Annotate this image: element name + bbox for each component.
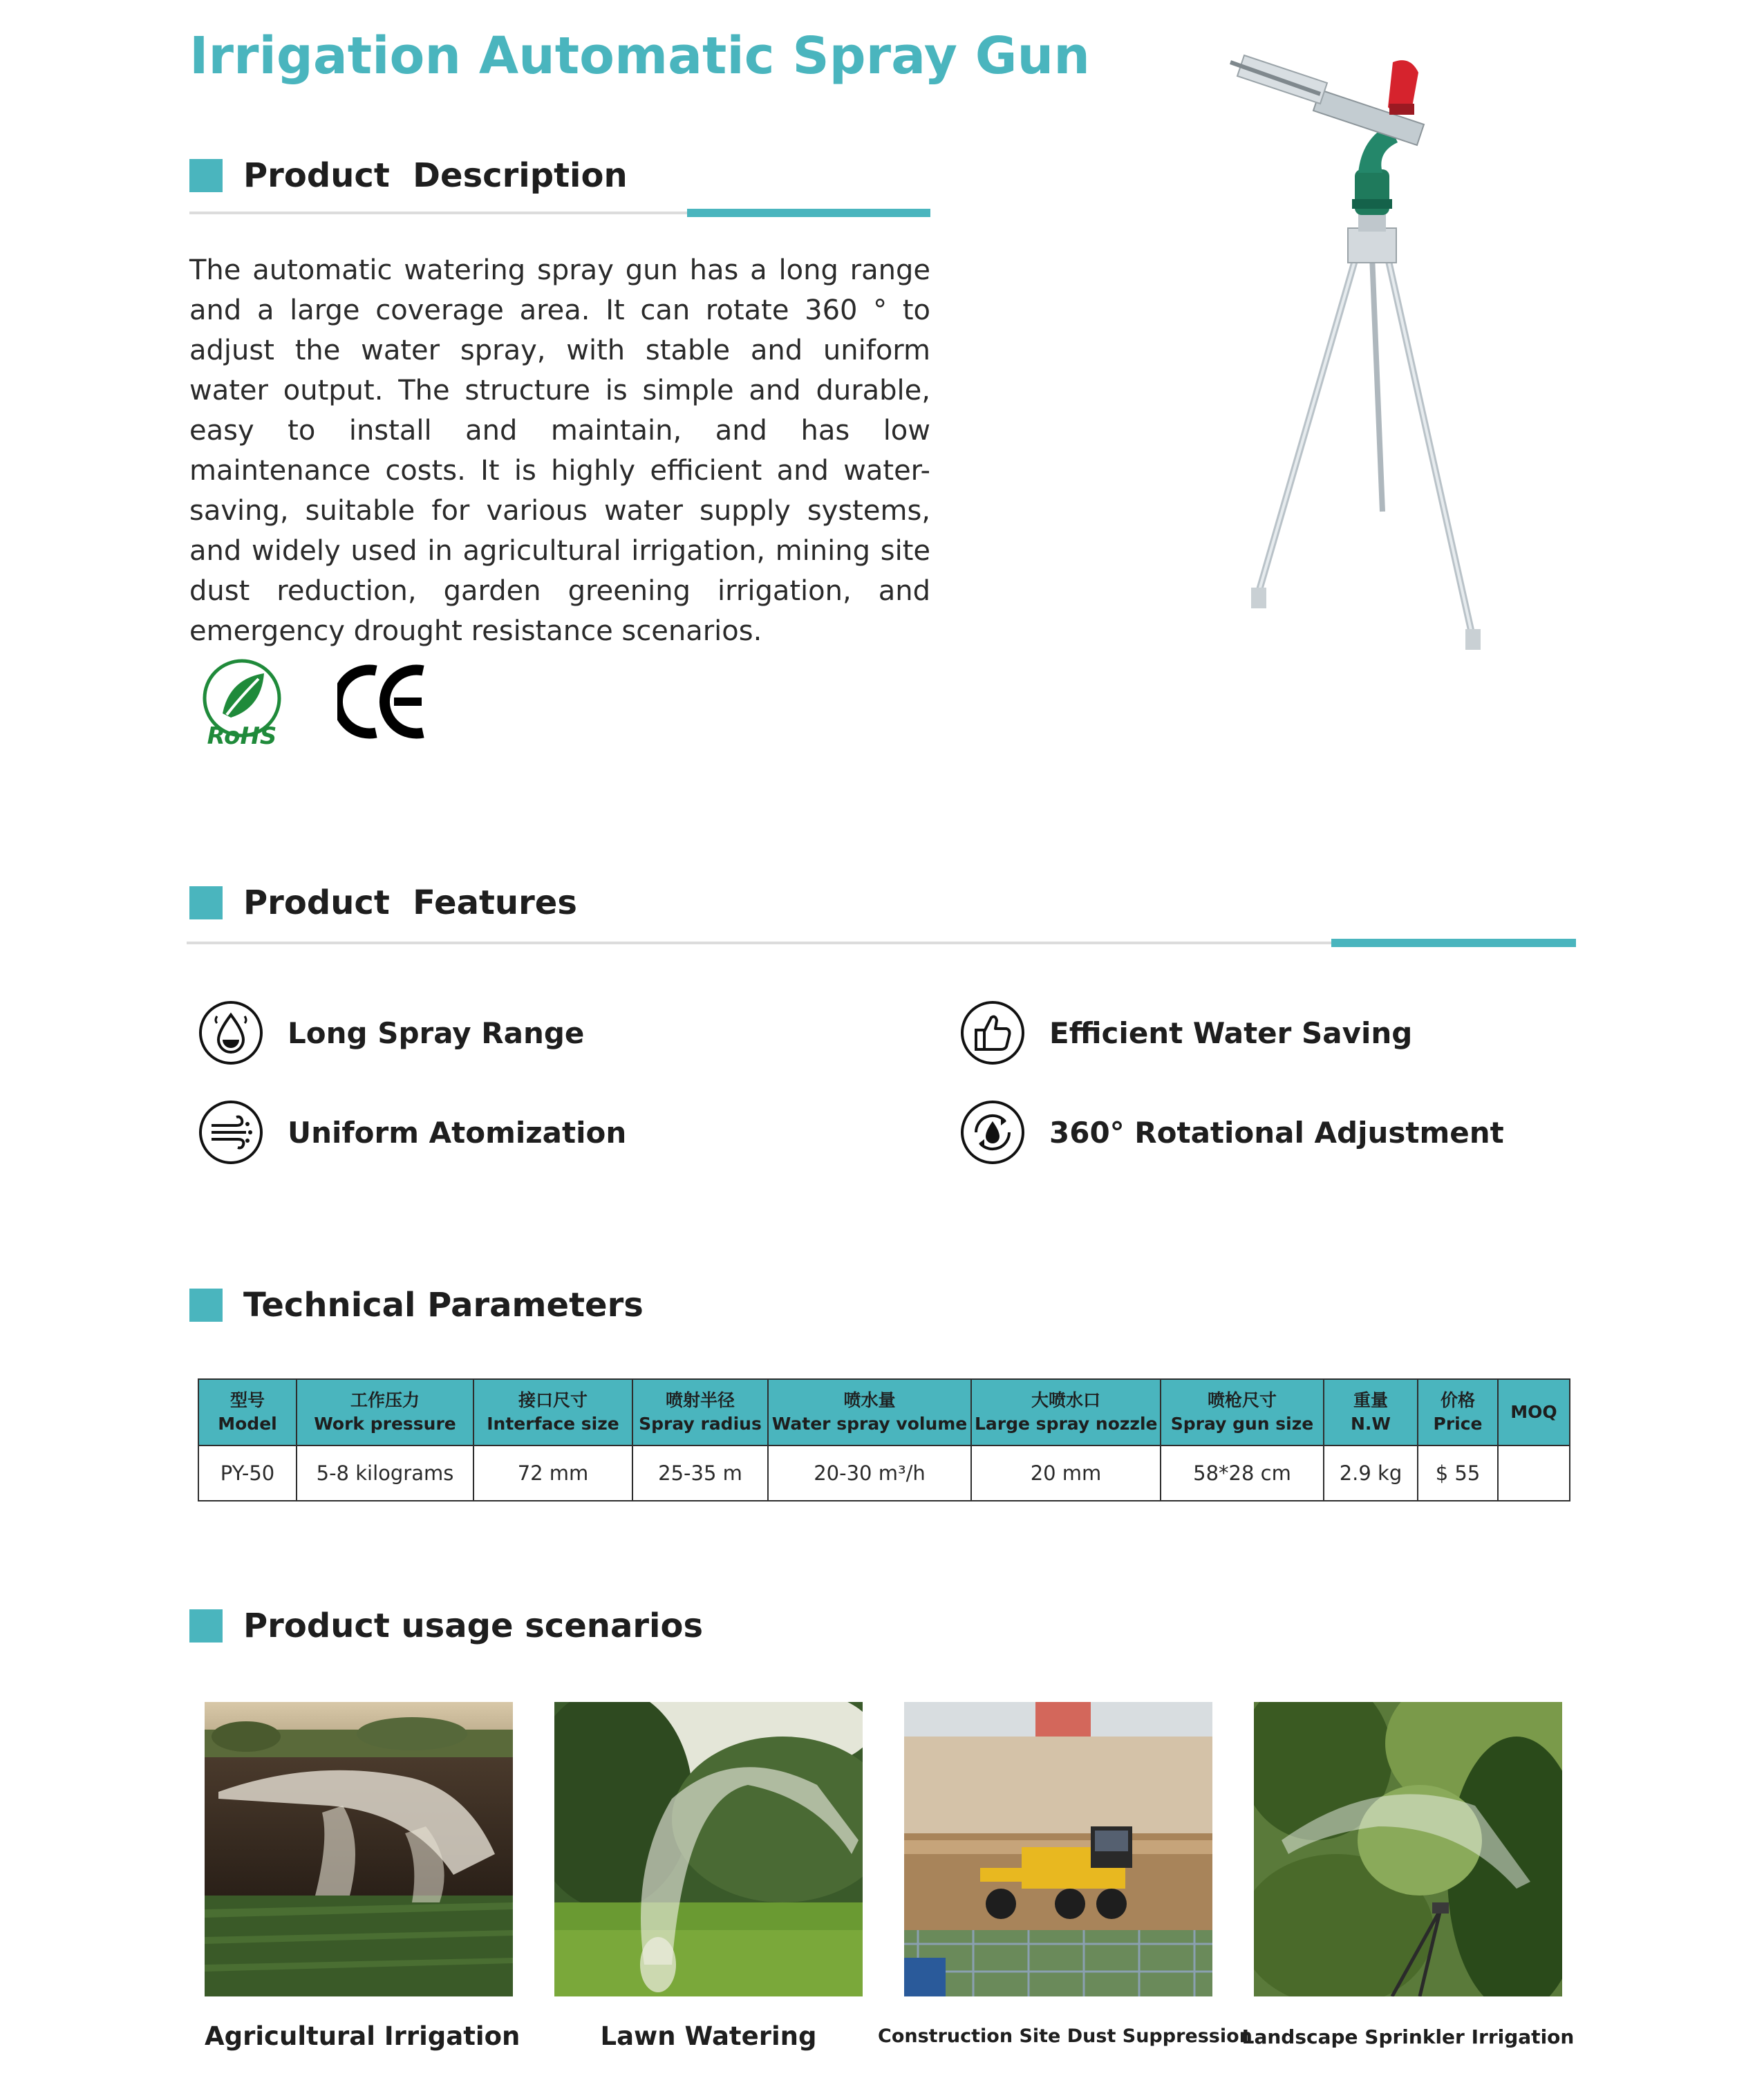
- table-cell: 25-35 m: [632, 1445, 768, 1501]
- table-cell: PY-50: [198, 1445, 297, 1501]
- scenario-caption: Landscape Sprinkler Irrigation: [1241, 2025, 1575, 2048]
- column-header-en: Price: [1433, 1414, 1483, 1434]
- scenario-caption: Agricultural Irrigation: [205, 2021, 520, 2051]
- table-cell: [1498, 1445, 1570, 1501]
- wind-mist-icon: [198, 1099, 264, 1166]
- section-title-scenarios: Product usage scenarios: [243, 1607, 704, 1645]
- page-title: Irrigation Automatic Spray Gun: [189, 26, 1090, 86]
- section-header-description: [189, 156, 628, 195]
- table-cell: 5-8 kilograms: [297, 1445, 473, 1501]
- table-cell: 72 mm: [473, 1445, 632, 1501]
- column-header: [632, 1379, 768, 1445]
- scenario-image-landscape: [1254, 1702, 1562, 1996]
- column-header-zh: 喷射半径: [665, 1390, 735, 1410]
- table-cell: 58*28 cm: [1161, 1445, 1324, 1501]
- table-cell: $ 55: [1418, 1445, 1498, 1501]
- table-cell: 2.9 kg: [1324, 1445, 1418, 1501]
- column-header-zh: 喷枪尺寸: [1207, 1390, 1277, 1410]
- column-header: [1324, 1379, 1418, 1445]
- section-marker: [189, 1289, 223, 1322]
- table-cell: 20 mm: [971, 1445, 1161, 1501]
- column-header-zh: 接口尺寸: [518, 1390, 588, 1410]
- column-header-zh: 重量: [1353, 1390, 1388, 1410]
- column-header-zh: 喷水量: [843, 1390, 896, 1410]
- table-header-row: [198, 1379, 1570, 1445]
- rotation-drop-icon: [959, 1099, 1026, 1166]
- section-marker: [189, 1609, 223, 1643]
- scenario-image-construction: [904, 1702, 1212, 1996]
- column-header-en: N.W: [1351, 1414, 1391, 1434]
- column-header: [473, 1379, 632, 1445]
- column-header-zh: 价格: [1440, 1390, 1475, 1410]
- column-header-en: Model: [218, 1414, 277, 1434]
- table-cell: 20-30 m³/h: [768, 1445, 971, 1501]
- section-title-parameters: Technical Parameters: [243, 1286, 644, 1325]
- column-header-zh: 大喷水口: [1031, 1390, 1100, 1410]
- column-header-en: Spray radius: [639, 1414, 762, 1434]
- section-header-parameters: [189, 1286, 644, 1325]
- feature-label: 360° Rotational Adjustment: [1049, 1115, 1504, 1150]
- column-header: [198, 1379, 297, 1445]
- scenario-caption: Construction Site Dust Suppression: [878, 2025, 1252, 2047]
- water-drop-icon: [198, 1000, 264, 1066]
- column-header: [1161, 1379, 1324, 1445]
- feature-label: Long Spray Range: [288, 1016, 585, 1050]
- column-header-en: Work pressure: [314, 1414, 456, 1434]
- feature-item: [959, 1000, 1412, 1066]
- column-header: [1418, 1379, 1498, 1445]
- column-header-zh: 工作压力: [350, 1390, 420, 1410]
- feature-label: Uniform Atomization: [288, 1115, 627, 1150]
- thumbs-up-icon: [959, 1000, 1026, 1066]
- column-header: [971, 1379, 1161, 1445]
- rohs-logo-text: RoHS: [207, 722, 277, 748]
- column-header-en: Spray gun size: [1170, 1414, 1314, 1434]
- section-title-features: Product Features: [243, 883, 577, 922]
- feature-item: [198, 1099, 626, 1166]
- table-row: [198, 1445, 1570, 1501]
- feature-item: [198, 1000, 584, 1066]
- column-header-en: Water spray volume: [771, 1414, 968, 1434]
- column-header: [297, 1379, 473, 1445]
- column-header-en: MOQ: [1510, 1402, 1557, 1422]
- rohs-logo: [195, 658, 289, 748]
- scenario-caption: Lawn Watering: [600, 2021, 817, 2051]
- section-divider-accent: [1331, 939, 1576, 947]
- section-header-scenarios: [189, 1607, 703, 1645]
- column-header-en: Interface size: [487, 1414, 619, 1434]
- scenario-image-lawn: [554, 1702, 863, 1996]
- column-header-en: Large spray nozzle: [975, 1414, 1158, 1434]
- section-title-description: Product Description: [243, 156, 628, 195]
- ce-mark: [337, 664, 429, 740]
- feature-label: Efficient Water Saving: [1049, 1016, 1413, 1050]
- section-header-features: [189, 883, 577, 922]
- technical-parameters-table: [198, 1378, 1570, 1501]
- section-marker: [189, 886, 223, 919]
- column-header: [1498, 1379, 1570, 1445]
- column-header-zh: 型号: [229, 1390, 265, 1410]
- column-header: [768, 1379, 971, 1445]
- section-marker: [189, 159, 223, 192]
- section-divider-accent: [687, 209, 930, 217]
- feature-item: [959, 1099, 1504, 1166]
- scenario-image-agricultural: [205, 1702, 513, 1996]
- spray-gun-product-image: [1217, 41, 1521, 650]
- product-description-text: The automatic watering spray gun has a long range and a large coverage area. It can rotate 360 ° to adjust the water spray, with stable and uniform water output. The structure is simple and durable, easy to install and maintain, and has low maintenance costs. It is highly efficient and water-saving, suitable for various water supply systems, and widely used in agricultural irrigation, mining site dust reduction, garden greening irrigation, and emergency drought resistance scenarios.: [189, 254, 930, 647]
